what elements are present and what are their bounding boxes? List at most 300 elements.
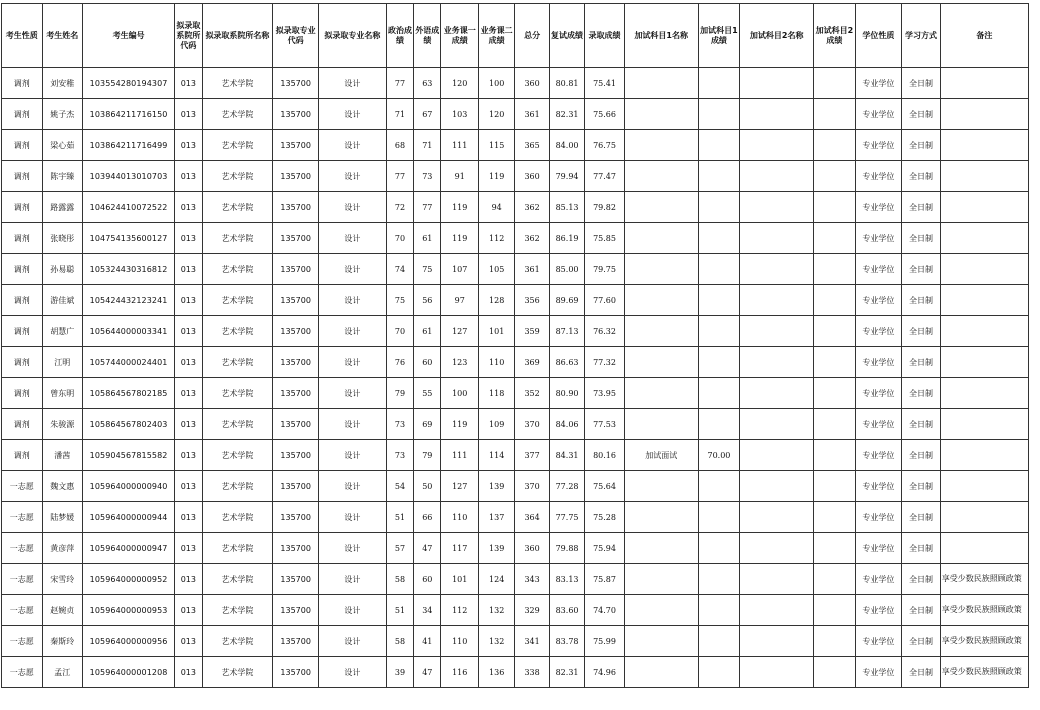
cell-id: 103944013010703	[83, 161, 175, 192]
col-header-major-name: 拟录取专业名称	[318, 4, 386, 68]
cell-extra1-score	[698, 657, 740, 688]
cell-course2: 101	[478, 316, 514, 347]
cell-study-mode: 全日制	[902, 347, 940, 378]
cell-extra2-name	[740, 409, 814, 440]
cell-name: 朱骏源	[42, 409, 83, 440]
cell-foreign-lang: 41	[414, 626, 441, 657]
cell-admission: 75.28	[585, 502, 625, 533]
cell-extra2-score	[814, 99, 856, 130]
cell-extra1-name	[624, 409, 698, 440]
cell-type: 调剂	[2, 316, 43, 347]
cell-retest: 89.69	[549, 285, 584, 316]
cell-name: 姚子杰	[42, 99, 83, 130]
cell-total: 361	[515, 99, 549, 130]
cell-id: 105864567802185	[83, 378, 175, 409]
cell-notes	[940, 99, 1028, 130]
cell-major-name: 设计	[318, 502, 386, 533]
cell-id: 105964000001208	[83, 657, 175, 688]
cell-dept-code: 013	[175, 378, 202, 409]
cell-notes	[940, 533, 1028, 564]
cell-id: 103864211716499	[83, 130, 175, 161]
cell-major-name: 设计	[318, 161, 386, 192]
cell-extra2-score	[814, 68, 856, 99]
cell-retest: 85.13	[549, 192, 584, 223]
cell-admission: 74.70	[585, 595, 625, 626]
cell-id: 105964000000956	[83, 626, 175, 657]
cell-extra1-name	[624, 626, 698, 657]
cell-dept-code: 013	[175, 347, 202, 378]
cell-foreign-lang: 60	[414, 347, 441, 378]
col-header-admission: 录取成绩	[585, 4, 625, 68]
cell-type: 调剂	[2, 285, 43, 316]
cell-foreign-lang: 61	[414, 316, 441, 347]
cell-id: 105964000000953	[83, 595, 175, 626]
cell-total: 364	[515, 502, 549, 533]
cell-dept-code: 013	[175, 502, 202, 533]
admission-table-container	[1, 3, 1029, 688]
cell-extra1-name	[624, 657, 698, 688]
cell-course1: 100	[441, 378, 478, 409]
cell-notes	[940, 68, 1028, 99]
cell-dept-code: 013	[175, 130, 202, 161]
cell-type: 一志愿	[2, 595, 43, 626]
cell-major-code: 135700	[273, 285, 319, 316]
col-header-study-mode: 学习方式	[902, 4, 940, 68]
cell-notes	[940, 347, 1028, 378]
cell-dept-code: 013	[175, 564, 202, 595]
cell-extra1-score	[698, 626, 740, 657]
cell-retest: 84.06	[549, 409, 584, 440]
cell-major-code: 135700	[273, 657, 319, 688]
cell-degree: 专业学位	[855, 285, 902, 316]
cell-total: 369	[515, 347, 549, 378]
cell-major-code: 135700	[273, 378, 319, 409]
cell-course2: 115	[478, 130, 514, 161]
cell-extra2-score	[814, 130, 856, 161]
cell-degree: 专业学位	[855, 347, 902, 378]
cell-politics: 39	[386, 657, 413, 688]
cell-course2: 112	[478, 223, 514, 254]
cell-major-name: 设计	[318, 130, 386, 161]
cell-dept-name: 艺术学院	[202, 533, 273, 564]
cell-retest: 80.90	[549, 378, 584, 409]
table-row	[2, 254, 1029, 285]
cell-politics: 58	[386, 564, 413, 595]
cell-extra1-name	[624, 347, 698, 378]
cell-extra1-name	[624, 99, 698, 130]
cell-politics: 70	[386, 316, 413, 347]
cell-major-code: 135700	[273, 440, 319, 471]
cell-total: 356	[515, 285, 549, 316]
cell-total: 360	[515, 161, 549, 192]
cell-total: 362	[515, 192, 549, 223]
cell-id: 105864567802403	[83, 409, 175, 440]
cell-dept-name: 艺术学院	[202, 378, 273, 409]
cell-retest: 77.75	[549, 502, 584, 533]
cell-dept-name: 艺术学院	[202, 595, 273, 626]
cell-major-name: 设计	[318, 378, 386, 409]
cell-course2: 139	[478, 533, 514, 564]
cell-total: 343	[515, 564, 549, 595]
cell-admission: 74.96	[585, 657, 625, 688]
cell-extra1-score	[698, 316, 740, 347]
cell-study-mode: 全日制	[902, 316, 940, 347]
cell-dept-code: 013	[175, 285, 202, 316]
col-header-course1: 业务课一成绩	[441, 4, 478, 68]
cell-dept-name: 艺术学院	[202, 254, 273, 285]
cell-dept-code: 013	[175, 223, 202, 254]
cell-foreign-lang: 75	[414, 254, 441, 285]
table-row	[2, 657, 1029, 688]
cell-dept-name: 艺术学院	[202, 192, 273, 223]
cell-degree: 专业学位	[855, 657, 902, 688]
cell-name: 黄彦萍	[42, 533, 83, 564]
cell-course1: 116	[441, 657, 478, 688]
cell-politics: 74	[386, 254, 413, 285]
cell-dept-code: 013	[175, 626, 202, 657]
cell-type: 调剂	[2, 130, 43, 161]
cell-major-name: 设计	[318, 657, 386, 688]
cell-admission: 77.47	[585, 161, 625, 192]
cell-politics: 73	[386, 440, 413, 471]
cell-study-mode: 全日制	[902, 533, 940, 564]
cell-notes	[940, 316, 1028, 347]
cell-extra1-name	[624, 564, 698, 595]
cell-study-mode: 全日制	[902, 378, 940, 409]
col-header-name: 考生姓名	[42, 4, 83, 68]
col-header-degree: 学位性质	[855, 4, 902, 68]
cell-study-mode: 全日制	[902, 657, 940, 688]
cell-course1: 103	[441, 99, 478, 130]
cell-degree: 专业学位	[855, 471, 902, 502]
cell-politics: 54	[386, 471, 413, 502]
cell-notes: 享受少数民族照顾政策	[940, 626, 1028, 657]
cell-dept-name: 艺术学院	[202, 316, 273, 347]
cell-extra2-name	[740, 657, 814, 688]
cell-foreign-lang: 69	[414, 409, 441, 440]
cell-dept-name: 艺术学院	[202, 471, 273, 502]
cell-retest: 83.78	[549, 626, 584, 657]
cell-admission: 75.94	[585, 533, 625, 564]
cell-notes: 享受少数民族照顾政策	[940, 564, 1028, 595]
col-header-notes: 备注	[940, 4, 1028, 68]
table-row	[2, 471, 1029, 502]
cell-foreign-lang: 50	[414, 471, 441, 502]
cell-study-mode: 全日制	[902, 285, 940, 316]
cell-admission: 76.32	[585, 316, 625, 347]
cell-extra2-name	[740, 223, 814, 254]
cell-extra1-name	[624, 378, 698, 409]
cell-name: 张晓彤	[42, 223, 83, 254]
cell-extra2-name	[740, 68, 814, 99]
cell-dept-name: 艺术学院	[202, 99, 273, 130]
cell-notes	[940, 409, 1028, 440]
cell-id: 104624410072522	[83, 192, 175, 223]
cell-id: 103864211716150	[83, 99, 175, 130]
cell-dept-code: 013	[175, 254, 202, 285]
cell-admission: 77.53	[585, 409, 625, 440]
cell-major-code: 135700	[273, 595, 319, 626]
cell-dept-name: 艺术学院	[202, 68, 273, 99]
cell-extra1-name	[624, 316, 698, 347]
cell-extra2-score	[814, 657, 856, 688]
cell-major-name: 设计	[318, 99, 386, 130]
cell-course2: 120	[478, 99, 514, 130]
cell-extra1-score	[698, 564, 740, 595]
table-row	[2, 285, 1029, 316]
cell-extra1-score	[698, 378, 740, 409]
cell-politics: 75	[386, 285, 413, 316]
cell-dept-name: 艺术学院	[202, 161, 273, 192]
cell-extra1-name	[624, 130, 698, 161]
cell-notes: 享受少数民族照顾政策	[940, 595, 1028, 626]
cell-notes	[940, 192, 1028, 223]
cell-retest: 84.00	[549, 130, 584, 161]
table-row	[2, 533, 1029, 564]
admission-table	[1, 3, 1029, 688]
cell-extra1-name	[624, 254, 698, 285]
table-row	[2, 595, 1029, 626]
cell-admission: 75.87	[585, 564, 625, 595]
cell-retest: 77.28	[549, 471, 584, 502]
cell-id: 105324430316812	[83, 254, 175, 285]
cell-degree: 专业学位	[855, 564, 902, 595]
cell-extra2-name	[740, 471, 814, 502]
cell-course1: 120	[441, 68, 478, 99]
cell-dept-name: 艺术学院	[202, 409, 273, 440]
cell-retest: 82.31	[549, 99, 584, 130]
cell-course2: 109	[478, 409, 514, 440]
cell-course1: 110	[441, 502, 478, 533]
cell-degree: 专业学位	[855, 502, 902, 533]
cell-degree: 专业学位	[855, 378, 902, 409]
cell-type: 一志愿	[2, 657, 43, 688]
cell-id: 105424432123241	[83, 285, 175, 316]
cell-admission: 79.82	[585, 192, 625, 223]
cell-course1: 127	[441, 471, 478, 502]
cell-major-name: 设计	[318, 440, 386, 471]
col-header-extra2-name: 加试科目2名称	[740, 4, 814, 68]
cell-politics: 77	[386, 68, 413, 99]
cell-type: 调剂	[2, 192, 43, 223]
cell-course2: 128	[478, 285, 514, 316]
header-row	[2, 4, 1029, 68]
cell-name: 曾东明	[42, 378, 83, 409]
cell-course2: 110	[478, 347, 514, 378]
cell-major-code: 135700	[273, 347, 319, 378]
cell-extra1-score	[698, 595, 740, 626]
cell-total: 362	[515, 223, 549, 254]
cell-admission: 76.75	[585, 130, 625, 161]
cell-course1: 101	[441, 564, 478, 595]
cell-extra1-name: 加试面试	[624, 440, 698, 471]
cell-foreign-lang: 77	[414, 192, 441, 223]
cell-dept-name: 艺术学院	[202, 564, 273, 595]
cell-dept-name: 艺术学院	[202, 130, 273, 161]
cell-total: 359	[515, 316, 549, 347]
table-row	[2, 161, 1029, 192]
col-header-id: 考生编号	[83, 4, 175, 68]
cell-type: 调剂	[2, 223, 43, 254]
cell-name: 游佳斌	[42, 285, 83, 316]
cell-dept-code: 013	[175, 192, 202, 223]
cell-dept-name: 艺术学院	[202, 440, 273, 471]
cell-major-code: 135700	[273, 192, 319, 223]
cell-study-mode: 全日制	[902, 68, 940, 99]
cell-id: 105964000000952	[83, 564, 175, 595]
cell-extra1-score	[698, 409, 740, 440]
cell-extra2-name	[740, 533, 814, 564]
cell-type: 调剂	[2, 254, 43, 285]
cell-retest: 82.31	[549, 657, 584, 688]
cell-admission: 75.99	[585, 626, 625, 657]
cell-course2: 94	[478, 192, 514, 223]
cell-politics: 51	[386, 502, 413, 533]
cell-dept-name: 艺术学院	[202, 285, 273, 316]
cell-extra2-score	[814, 192, 856, 223]
cell-admission: 75.41	[585, 68, 625, 99]
cell-dept-name: 艺术学院	[202, 657, 273, 688]
cell-major-name: 设计	[318, 471, 386, 502]
cell-dept-code: 013	[175, 595, 202, 626]
cell-retest: 83.13	[549, 564, 584, 595]
cell-name: 宋雪玲	[42, 564, 83, 595]
cell-degree: 专业学位	[855, 223, 902, 254]
col-header-dept-name: 拟录取系院所名称	[202, 4, 273, 68]
cell-extra1-name	[624, 471, 698, 502]
cell-study-mode: 全日制	[902, 223, 940, 254]
col-header-dept-code: 拟录取系院所代码	[175, 4, 202, 68]
table-row	[2, 316, 1029, 347]
cell-study-mode: 全日制	[902, 564, 940, 595]
cell-extra2-name	[740, 347, 814, 378]
cell-type: 一志愿	[2, 533, 43, 564]
cell-major-code: 135700	[273, 130, 319, 161]
cell-extra1-name	[624, 285, 698, 316]
cell-course1: 111	[441, 130, 478, 161]
cell-id: 105904567815582	[83, 440, 175, 471]
cell-major-code: 135700	[273, 502, 319, 533]
cell-id: 103554280194307	[83, 68, 175, 99]
cell-extra1-score	[698, 533, 740, 564]
cell-course2: 132	[478, 595, 514, 626]
cell-study-mode: 全日制	[902, 626, 940, 657]
cell-study-mode: 全日制	[902, 440, 940, 471]
cell-major-code: 135700	[273, 409, 319, 440]
cell-major-code: 135700	[273, 99, 319, 130]
cell-major-name: 设计	[318, 254, 386, 285]
cell-politics: 71	[386, 99, 413, 130]
cell-degree: 专业学位	[855, 192, 902, 223]
cell-course1: 119	[441, 192, 478, 223]
cell-extra1-score	[698, 192, 740, 223]
cell-course1: 123	[441, 347, 478, 378]
cell-degree: 专业学位	[855, 161, 902, 192]
cell-extra2-score	[814, 285, 856, 316]
table-row	[2, 130, 1029, 161]
cell-course2: 137	[478, 502, 514, 533]
cell-extra2-name	[740, 564, 814, 595]
cell-retest: 80.81	[549, 68, 584, 99]
cell-extra1-name	[624, 502, 698, 533]
cell-retest: 86.19	[549, 223, 584, 254]
cell-name: 刘安稚	[42, 68, 83, 99]
cell-extra2-score	[814, 595, 856, 626]
cell-degree: 专业学位	[855, 533, 902, 564]
cell-extra1-score	[698, 502, 740, 533]
cell-degree: 专业学位	[855, 595, 902, 626]
cell-course1: 112	[441, 595, 478, 626]
cell-dept-code: 013	[175, 440, 202, 471]
cell-dept-name: 艺术学院	[202, 347, 273, 378]
cell-course2: 105	[478, 254, 514, 285]
cell-degree: 专业学位	[855, 626, 902, 657]
cell-politics: 73	[386, 409, 413, 440]
cell-extra1-score	[698, 347, 740, 378]
cell-extra1-name	[624, 533, 698, 564]
cell-type: 调剂	[2, 161, 43, 192]
table-body	[2, 68, 1029, 688]
cell-course2: 118	[478, 378, 514, 409]
cell-major-code: 135700	[273, 68, 319, 99]
cell-id: 105744000024401	[83, 347, 175, 378]
cell-id: 105964000000944	[83, 502, 175, 533]
cell-foreign-lang: 55	[414, 378, 441, 409]
table-row	[2, 626, 1029, 657]
cell-total: 360	[515, 533, 549, 564]
cell-extra1-score	[698, 285, 740, 316]
cell-dept-code: 013	[175, 161, 202, 192]
cell-course2: 139	[478, 471, 514, 502]
cell-dept-code: 013	[175, 68, 202, 99]
cell-major-code: 135700	[273, 254, 319, 285]
cell-name: 魏文惠	[42, 471, 83, 502]
cell-total: 352	[515, 378, 549, 409]
cell-extra2-score	[814, 626, 856, 657]
cell-extra1-name	[624, 595, 698, 626]
cell-major-code: 135700	[273, 533, 319, 564]
cell-extra1-name	[624, 223, 698, 254]
cell-extra2-score	[814, 440, 856, 471]
cell-type: 调剂	[2, 347, 43, 378]
cell-major-name: 设计	[318, 595, 386, 626]
cell-admission: 75.64	[585, 471, 625, 502]
cell-politics: 68	[386, 130, 413, 161]
cell-name: 陆梦媛	[42, 502, 83, 533]
col-header-extra1-name: 加试科目1名称	[624, 4, 698, 68]
cell-course1: 91	[441, 161, 478, 192]
cell-retest: 87.13	[549, 316, 584, 347]
cell-admission: 75.66	[585, 99, 625, 130]
cell-course1: 119	[441, 223, 478, 254]
table-row	[2, 440, 1029, 471]
cell-major-name: 设计	[318, 626, 386, 657]
cell-course2: 132	[478, 626, 514, 657]
col-header-extra2-score: 加试科目2成绩	[814, 4, 856, 68]
cell-study-mode: 全日制	[902, 502, 940, 533]
cell-admission: 75.85	[585, 223, 625, 254]
col-header-major-code: 拟录取专业代码	[273, 4, 319, 68]
cell-degree: 专业学位	[855, 130, 902, 161]
col-header-politics: 政治成绩	[386, 4, 413, 68]
cell-type: 调剂	[2, 68, 43, 99]
cell-course2: 136	[478, 657, 514, 688]
cell-total: 360	[515, 68, 549, 99]
cell-id: 105964000000940	[83, 471, 175, 502]
cell-study-mode: 全日制	[902, 161, 940, 192]
cell-degree: 专业学位	[855, 68, 902, 99]
cell-extra1-score	[698, 130, 740, 161]
